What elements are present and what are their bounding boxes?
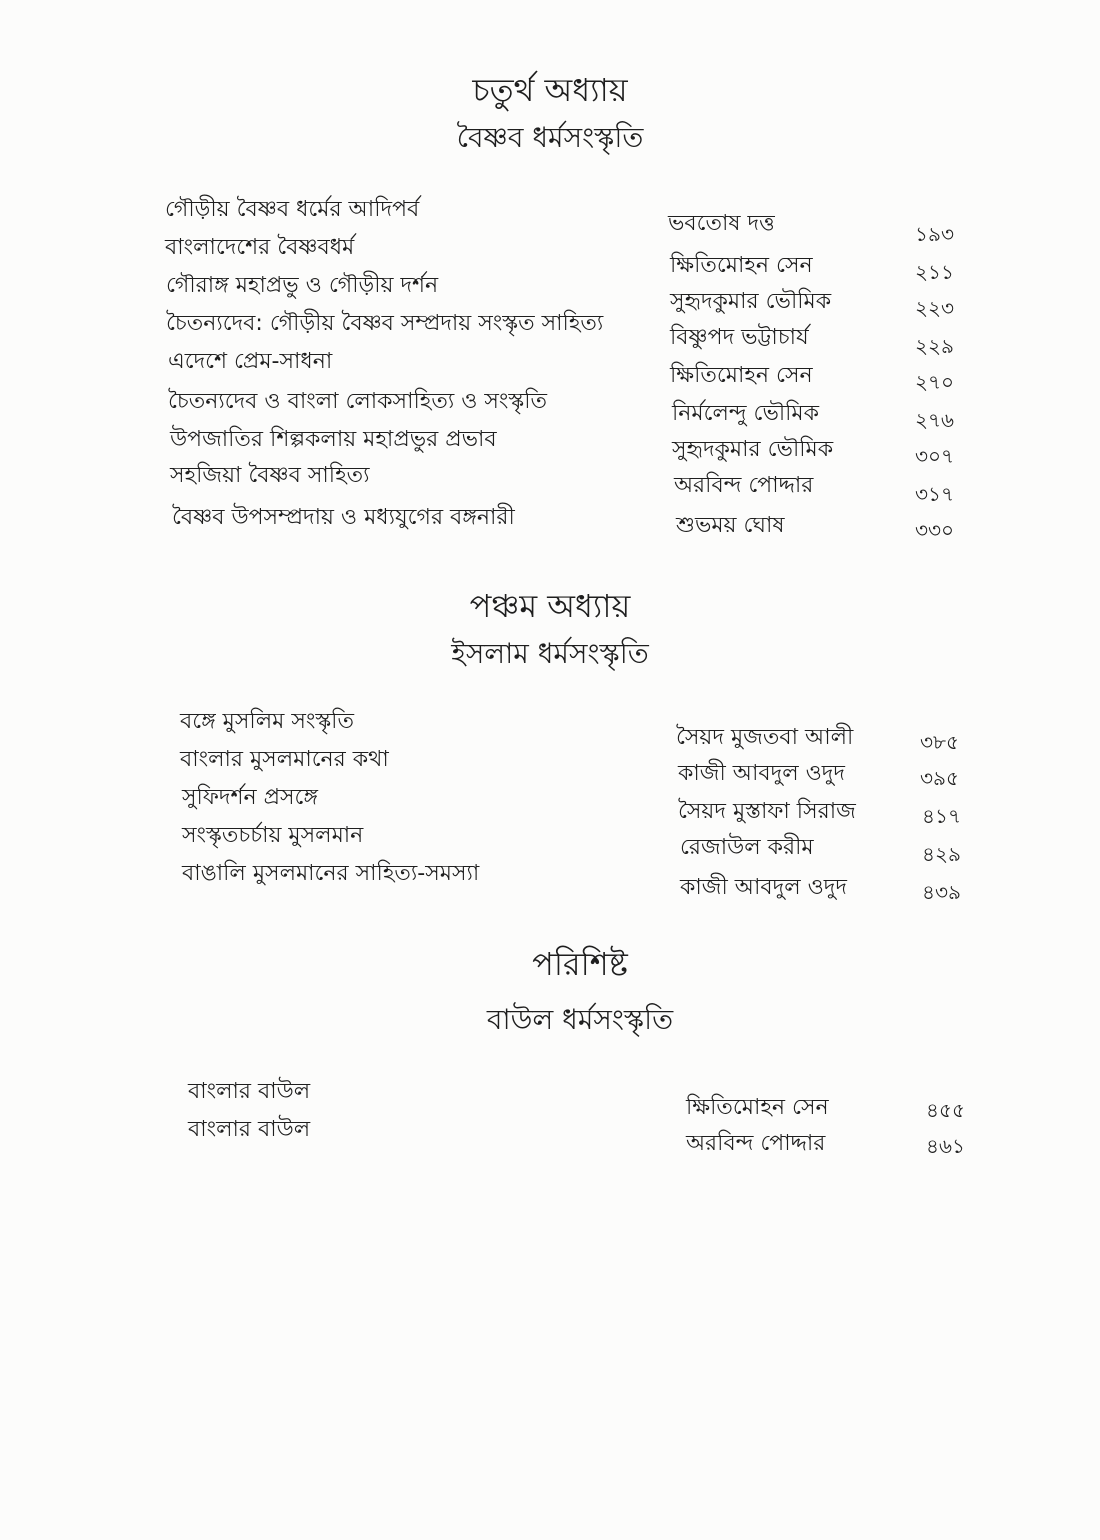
toc-entry[interactable] (0, 500, 1100, 542)
toc-entry[interactable] (0, 742, 1100, 790)
toc-entry[interactable] (0, 704, 1100, 754)
entry-author: ক্ষিতিমোহন সেন (670, 363, 813, 388)
entry-title: বাংলার মুসলমানের কথা (180, 747, 389, 772)
toc-entry[interactable] (0, 384, 1100, 432)
entry-author: শুভময় ঘোষ (676, 513, 785, 538)
toc-entry[interactable] (0, 818, 1100, 866)
entry-page: ২৭০ (915, 370, 955, 394)
entry-author: ভবতোষ দত্ত (668, 211, 775, 236)
toc-entry[interactable] (0, 856, 1100, 904)
chapter-subtitle: ইসলাম ধর্মসংস্কৃতি (451, 637, 649, 670)
entry-title: গৌরাঙ্গ মহাপ্রভু ও গৌড়ীয় দর্শন (166, 273, 439, 298)
entry-title: বঙ্গে মুসলিম সংস্কৃতি (180, 709, 354, 734)
chapter-heading-5 (0, 586, 1100, 672)
entry-page: ২২৩ (915, 296, 955, 320)
chapter-title: চতুর্থ অধ্যায় (472, 71, 628, 109)
entry-author: কাজী আবদুল ওদুদ (680, 875, 847, 900)
entry-author: সৈয়দ মুস্তাফা সিরাজ (678, 799, 856, 824)
entry-author: অরবিন্দ পোদ্দার (674, 473, 814, 498)
chapter-subtitle: বৈষ্ণব ধর্মসংস্কৃতি (456, 121, 644, 154)
toc-entry[interactable] (0, 422, 1100, 468)
entry-title: উপজাতির শিল্পকলায় মহাপ্রভুর প্রভাব (170, 427, 497, 452)
entry-page: ৪৫৫ (926, 1098, 965, 1122)
appendix-heading (0, 944, 1100, 1038)
entry-page: ৪৩৯ (922, 880, 961, 904)
entry-author: অরবিন্দ পোদ্দার (686, 1131, 826, 1156)
entry-title: বৈষ্ণব উপসম্প্রদায় ও মধ্যযুগের বঙ্গনারী (172, 505, 515, 530)
entry-page: ২৭৬ (915, 408, 955, 432)
entry-page: ৩০৭ (915, 444, 955, 468)
entry-page: ৪৬১ (926, 1134, 965, 1158)
entry-page: ৩৮৫ (920, 730, 959, 754)
entry-page: ২১১ (915, 260, 954, 284)
entry-page: ২২৯ (915, 334, 954, 358)
entry-author: ক্ষিতিমোহন সেন (686, 1095, 829, 1120)
entry-author: নির্মলেন্দু ভৌমিক (672, 401, 820, 426)
entry-author: সুহৃদকুমার ভৌমিক (670, 289, 832, 314)
entry-page: ৪১৭ (922, 804, 961, 828)
entry-title: সহজিয়া বৈষ্ণব সাহিত্য (170, 463, 370, 488)
entry-title: সংস্কৃতচর্চায় মুসলমান (182, 823, 364, 848)
toc-entry[interactable] (0, 458, 1100, 506)
toc-entry[interactable] (0, 1112, 1100, 1158)
toc-entry[interactable] (0, 1074, 1100, 1122)
toc-entry[interactable] (0, 192, 1100, 246)
entry-title: চৈতন্যদেব ও বাংলা লোকসাহিত্য ও সংস্কৃতি (168, 389, 548, 414)
entry-page: ৪২৯ (922, 842, 961, 866)
entry-title: বাংলাদেশের বৈষ্ণবধর্ম (165, 235, 355, 260)
entry-page: ১৯৩ (915, 222, 954, 246)
toc-entry[interactable] (0, 268, 1100, 320)
entry-page: ৩১৭ (915, 482, 954, 506)
toc-entry[interactable] (0, 780, 1100, 828)
entry-title: বাঙালি মুসলমানের সাহিত্য-সমস্যা (182, 861, 480, 886)
entry-author: সুহৃদকুমার ভৌমিক (672, 437, 834, 462)
entry-page: ৩৩০ (915, 518, 955, 542)
chapter-title: পঞ্চম অধ্যায় (469, 587, 631, 625)
chapter-subtitle: বাউল ধর্মসংস্কৃতি (486, 1003, 674, 1036)
entry-title: বাংলার বাউল (188, 1079, 311, 1104)
entry-author: রেজাউল করীম (680, 835, 814, 860)
entry-author: বিষ্ণুপদ ভট্টাচার্য (670, 325, 809, 350)
entry-author: ক্ষিতিমোহন সেন (670, 253, 813, 278)
entry-author: সৈয়দ মুজতবা আলী (676, 725, 854, 750)
entry-title: গৌড়ীয় বৈষ্ণব ধর্মের আদিপর্ব (165, 197, 420, 222)
entry-page: ৩৯৫ (920, 766, 959, 790)
entry-title: সুফিদর্শন প্রসঙ্গে (182, 785, 318, 810)
toc-entry[interactable] (0, 344, 1100, 394)
toc-entry[interactable] (0, 306, 1100, 358)
entry-title: বাংলার বাউল (188, 1117, 311, 1142)
entry-author: কাজী আবদুল ওদুদ (678, 761, 845, 786)
toc-entry[interactable] (0, 230, 1100, 284)
chapter-heading-4 (0, 70, 1100, 156)
chapter-title: পরিশিষ্ট (532, 945, 628, 983)
entry-title: এদেশে প্রেম-সাধনা (168, 349, 333, 374)
entry-title: চৈতন্যদেব: গৌড়ীয় বৈষ্ণব সম্প্রদায় সংস্কৃত সাহিত্য (166, 311, 604, 336)
